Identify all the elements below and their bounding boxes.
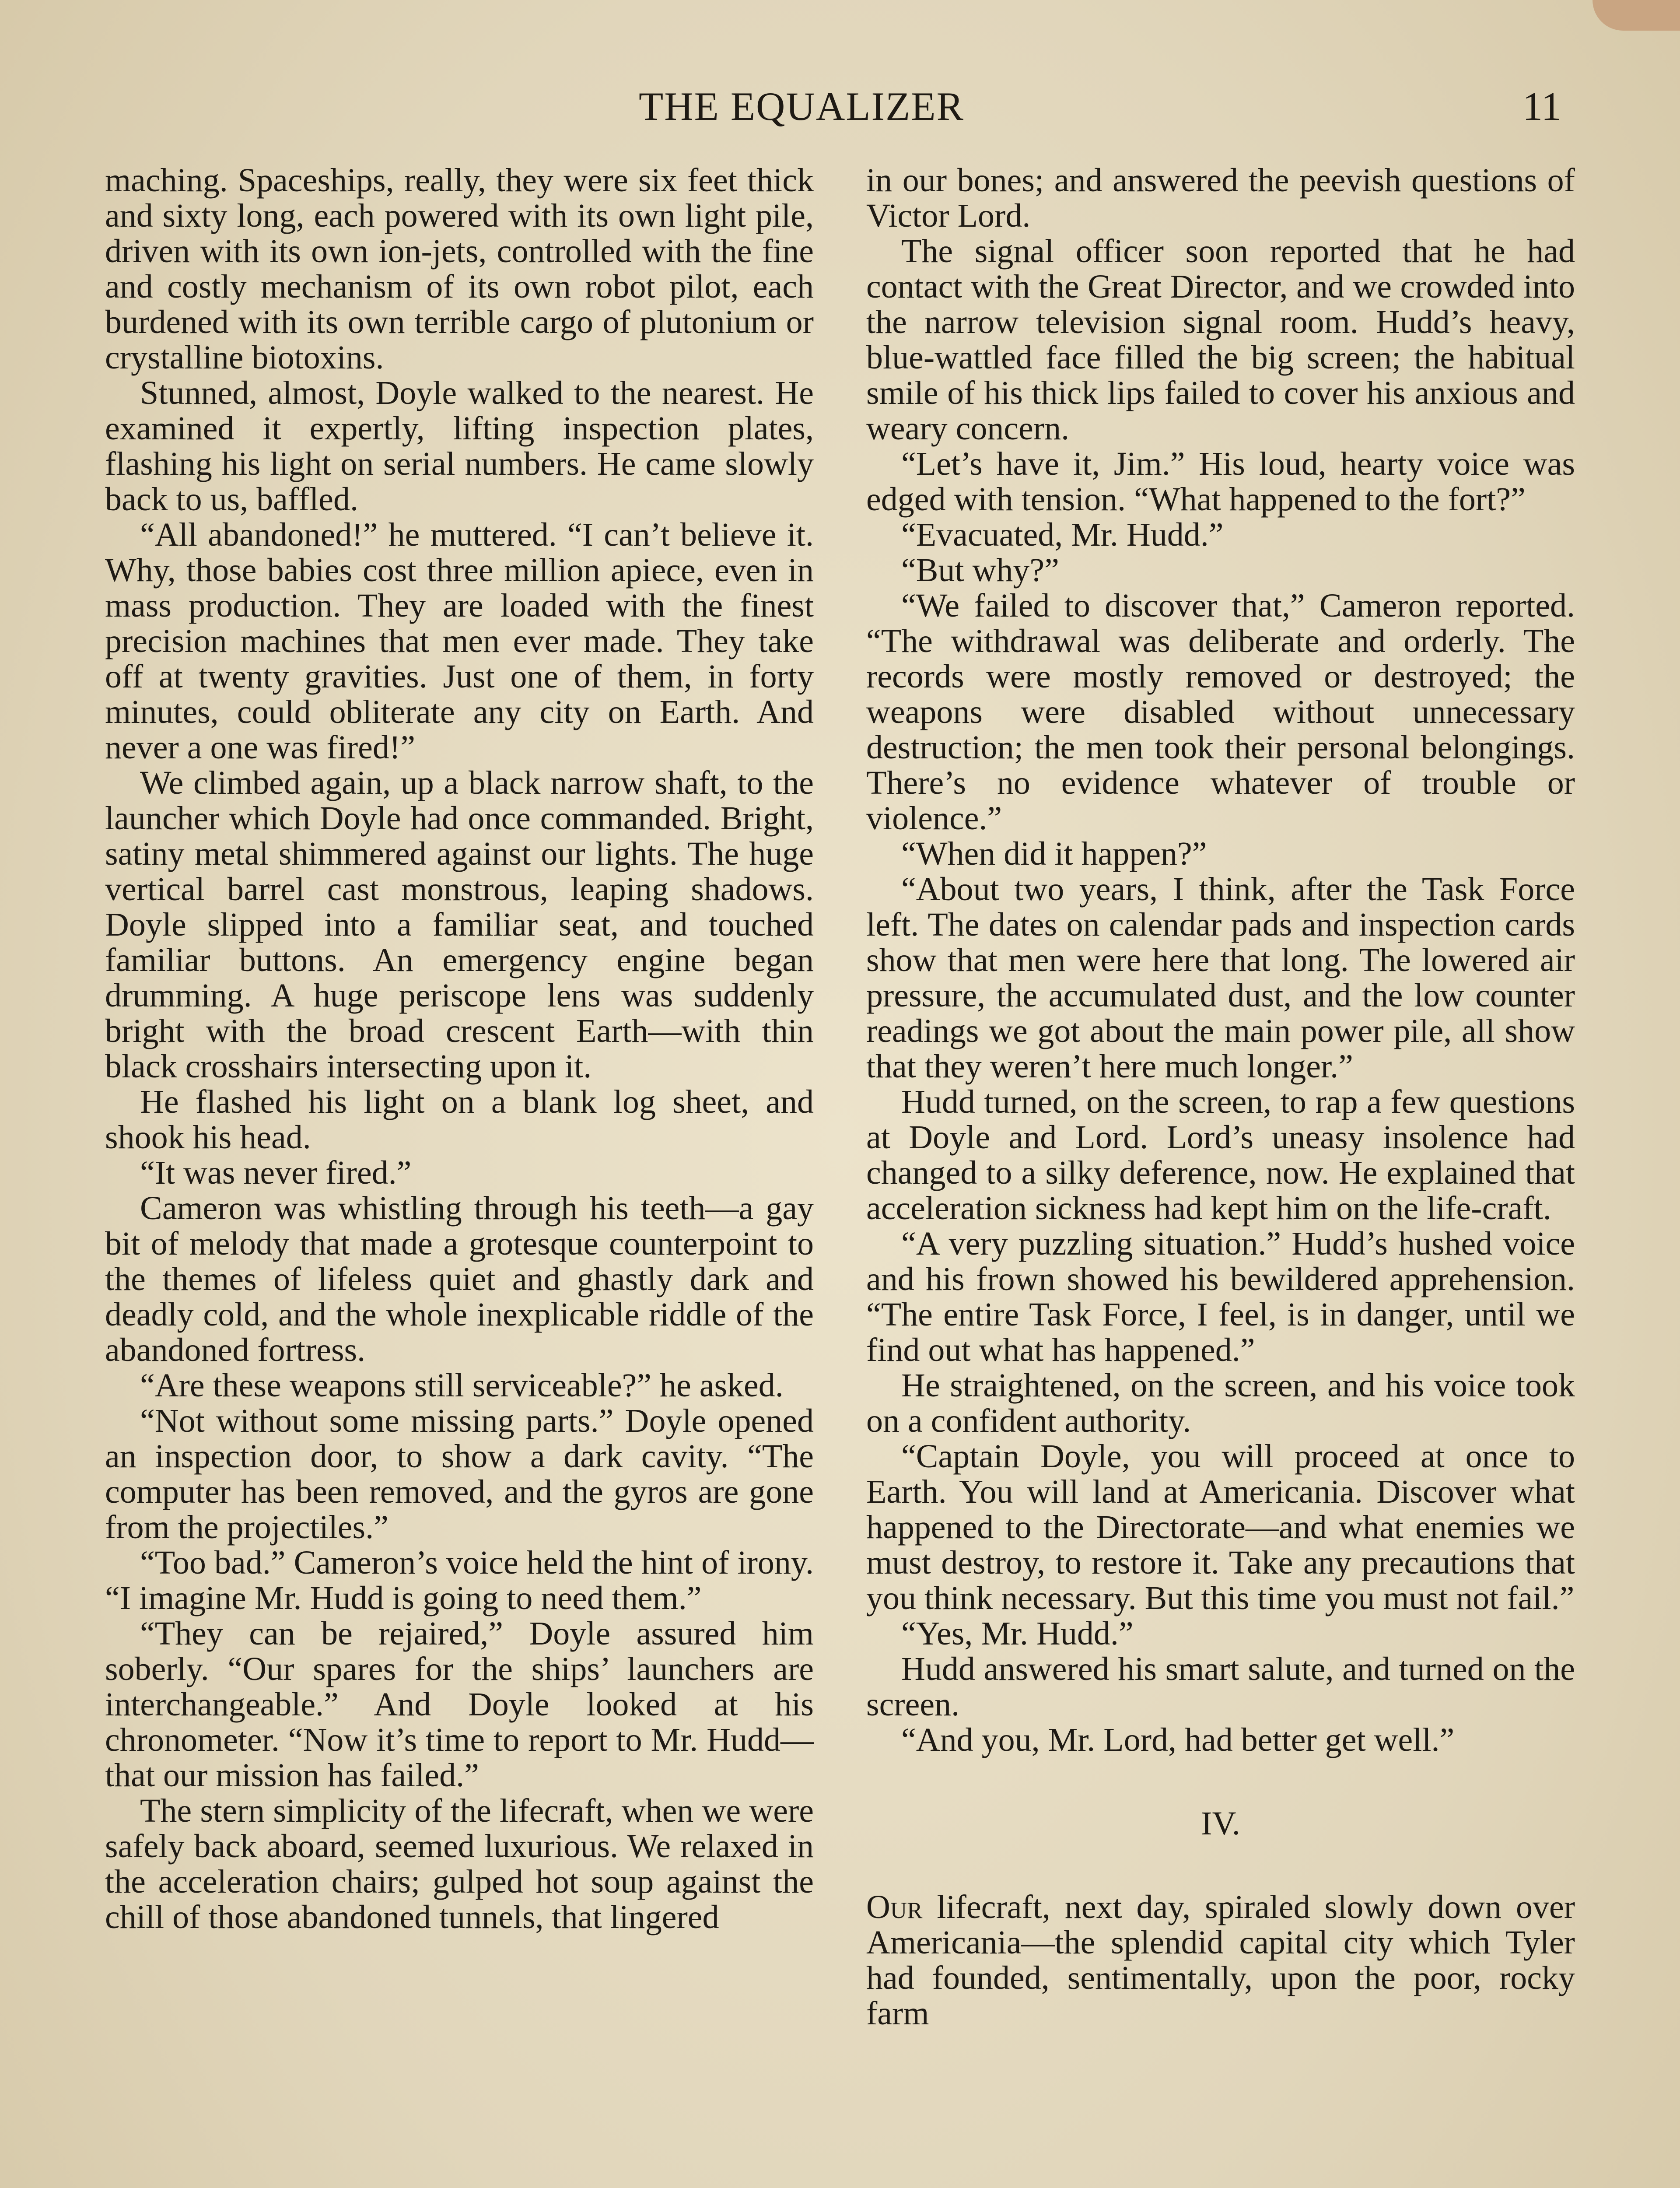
page-number: 11 bbox=[1522, 84, 1561, 129]
paragraph: “Yes, Mr. Hudd.” bbox=[901, 1615, 1134, 1652]
paragraph: “About two years, I think, after the Task Force left. The dates on calendar pads and inspection cards show that men were here that long. The lowered air pressure, the accumulated dust, and the low counter readings we got about the main power pile, all show that they weren’t here much longer.” bbox=[866, 871, 1575, 1085]
paragraph: in our bones; and answered the peevish questions of Victor Lord. bbox=[866, 163, 1575, 234]
paragraph: “All abandoned!” he muttered. “I can’t believe it. Why, those babies cost three million apiece, even in mass production. They are loaded with the finest precision machines that men ever made. They take off at twenty gravities. Just one of them, in forty minutes, could obliterate any city on Earth. And never a one was fired!” bbox=[105, 516, 814, 766]
paragraph: “We failed to discover that,” Cameron reported. “The withdrawal was deliberate and orderly. The records were mostly removed or destroyed; the weapons were disabled without unnecessary destruction; the men took their personal belongings. There’s no evidence whatever of trouble or violence.” bbox=[866, 587, 1575, 837]
paragraph: Hudd turned, on the screen, to rap a few questions at Doyle and Lord. Lord’s uneasy insolence had changed to a silky deference, now. He explained that acceleration sickness had kept him on the life-craft. bbox=[866, 1083, 1575, 1227]
running-title: THE EQUALIZER bbox=[639, 84, 964, 129]
section-number: IV. bbox=[1201, 1805, 1240, 1842]
section-lead-word: Our bbox=[866, 1889, 923, 1925]
paragraph: “And you, Mr. Lord, had better get well.” bbox=[901, 1722, 1455, 1758]
section-paragraph-text: lifecraft, next day, spiraled slowly down over Americania—the splendid capital city which Tyler had founded, sentimentally, upon the poor, rocky farm bbox=[866, 1889, 1575, 2032]
paragraph: “But why?” bbox=[901, 552, 1059, 589]
paragraph: “Too bad.” Cameron’s voice held the hint of irony. “I imagine Mr. Hudd is going to need them.” bbox=[105, 1544, 814, 1616]
paragraph: Hudd answered his smart salute, and turned on the screen. bbox=[866, 1651, 1575, 1723]
paragraph: “It was never fired.” bbox=[140, 1154, 412, 1191]
paragraph: “Evacuated, Mr. Hudd.” bbox=[901, 516, 1224, 553]
paragraph: Stunned, almost, Doyle walked to the nearest. He examined it expertly, lifting inspection plates, flashing his light on serial numbers. He came slowly back to us, baffled. bbox=[105, 375, 814, 518]
paragraph: The stern simplicity of the lifecraft, when we were safely back aboard, seemed luxurious. We relaxed in the acceleration chairs; gulped hot soup against the chill of those abandoned tunnels, that lingered bbox=[105, 1792, 814, 1936]
paragraph: “Captain Doyle, you will proceed at once to Earth. You will land at Americania. Discover what happened to the Directorate—and what enemies we must destroy, to restore it. Take any precautions that you think necessary. But this time you must not fail.” bbox=[866, 1438, 1575, 1616]
paragraph: Cameron was whistling through his teeth—a gay bit of melody that made a grotesque counterpoint to the themes of lifeless quiet and ghastly dark and deadly cold, and the whole inexplicable riddle of the abandoned fortress. bbox=[105, 1190, 814, 1368]
paragraph: “Let’s have it, Jim.” His loud, hearty voice was edged with tension. “What happened to the fort?” bbox=[866, 445, 1575, 518]
paragraph: He flashed his light on a blank log sheet, and shook his head. bbox=[105, 1083, 814, 1156]
paragraph: The signal officer soon reported that he had contact with the Great Director, and we crowded into the narrow television signal room. Hudd’s heavy, blue-wattled face filled the big screen; the habitual smile of his thick lips failed to cover his anxious and weary concern. bbox=[866, 233, 1575, 447]
paragraph: We climbed again, up a black narrow shaft, to the launcher which Doyle had once commanded. Bright, satiny metal shimmered against our lights. The huge vertical barrel cast monstrous, leaping shadows. Doyle slipped into a familiar seat, and touched familiar buttons. An emergency engine began drumming. A huge periscope lens was suddenly bright with the broad crescent Earth—with thin black crosshairs intersecting upon it. bbox=[105, 764, 814, 1085]
right-text-column bbox=[866, 163, 1575, 2188]
left-text-column bbox=[105, 163, 814, 2188]
paragraph: “A very puzzling situation.” Hudd’s hushed voice and his frown showed his bewildered apprehension. “The entire Task Force, I feel, is in danger, until we find out what has happened.” bbox=[866, 1225, 1575, 1368]
paragraph: “When did it happen?” bbox=[901, 835, 1207, 872]
paragraph: “They can be rejaired,” Doyle assured him soberly. “Our spares for the ships’ launchers are interchangeable.” And Doyle looked at his chronometer. “Now it’s time to report to Mr. Hudd—that our mission has failed.” bbox=[105, 1615, 814, 1794]
section-opening-paragraph bbox=[866, 1890, 1575, 2031]
torn-page-corner bbox=[1592, 0, 1680, 31]
paragraph: maching. Spaceships, really, they were six feet thick and sixty long, each powered with its own light pile, driven with its own ion-jets, controlled with the fine and costly mechanism of its own robot pilot, each burdened with its own terrible cargo of plutonium or crystalline biotoxins. bbox=[105, 163, 814, 376]
paragraph: “Are these weapons still serviceable?” he asked. bbox=[140, 1367, 784, 1404]
paragraph: “Not without some missing parts.” Doyle opened an inspection door, to show a dark cavity. “The computer has been removed, and the gyros are gone from the projectiles.” bbox=[105, 1403, 814, 1546]
paragraph: He straightened, on the screen, and his voice took on a confident authority. bbox=[866, 1367, 1575, 1439]
